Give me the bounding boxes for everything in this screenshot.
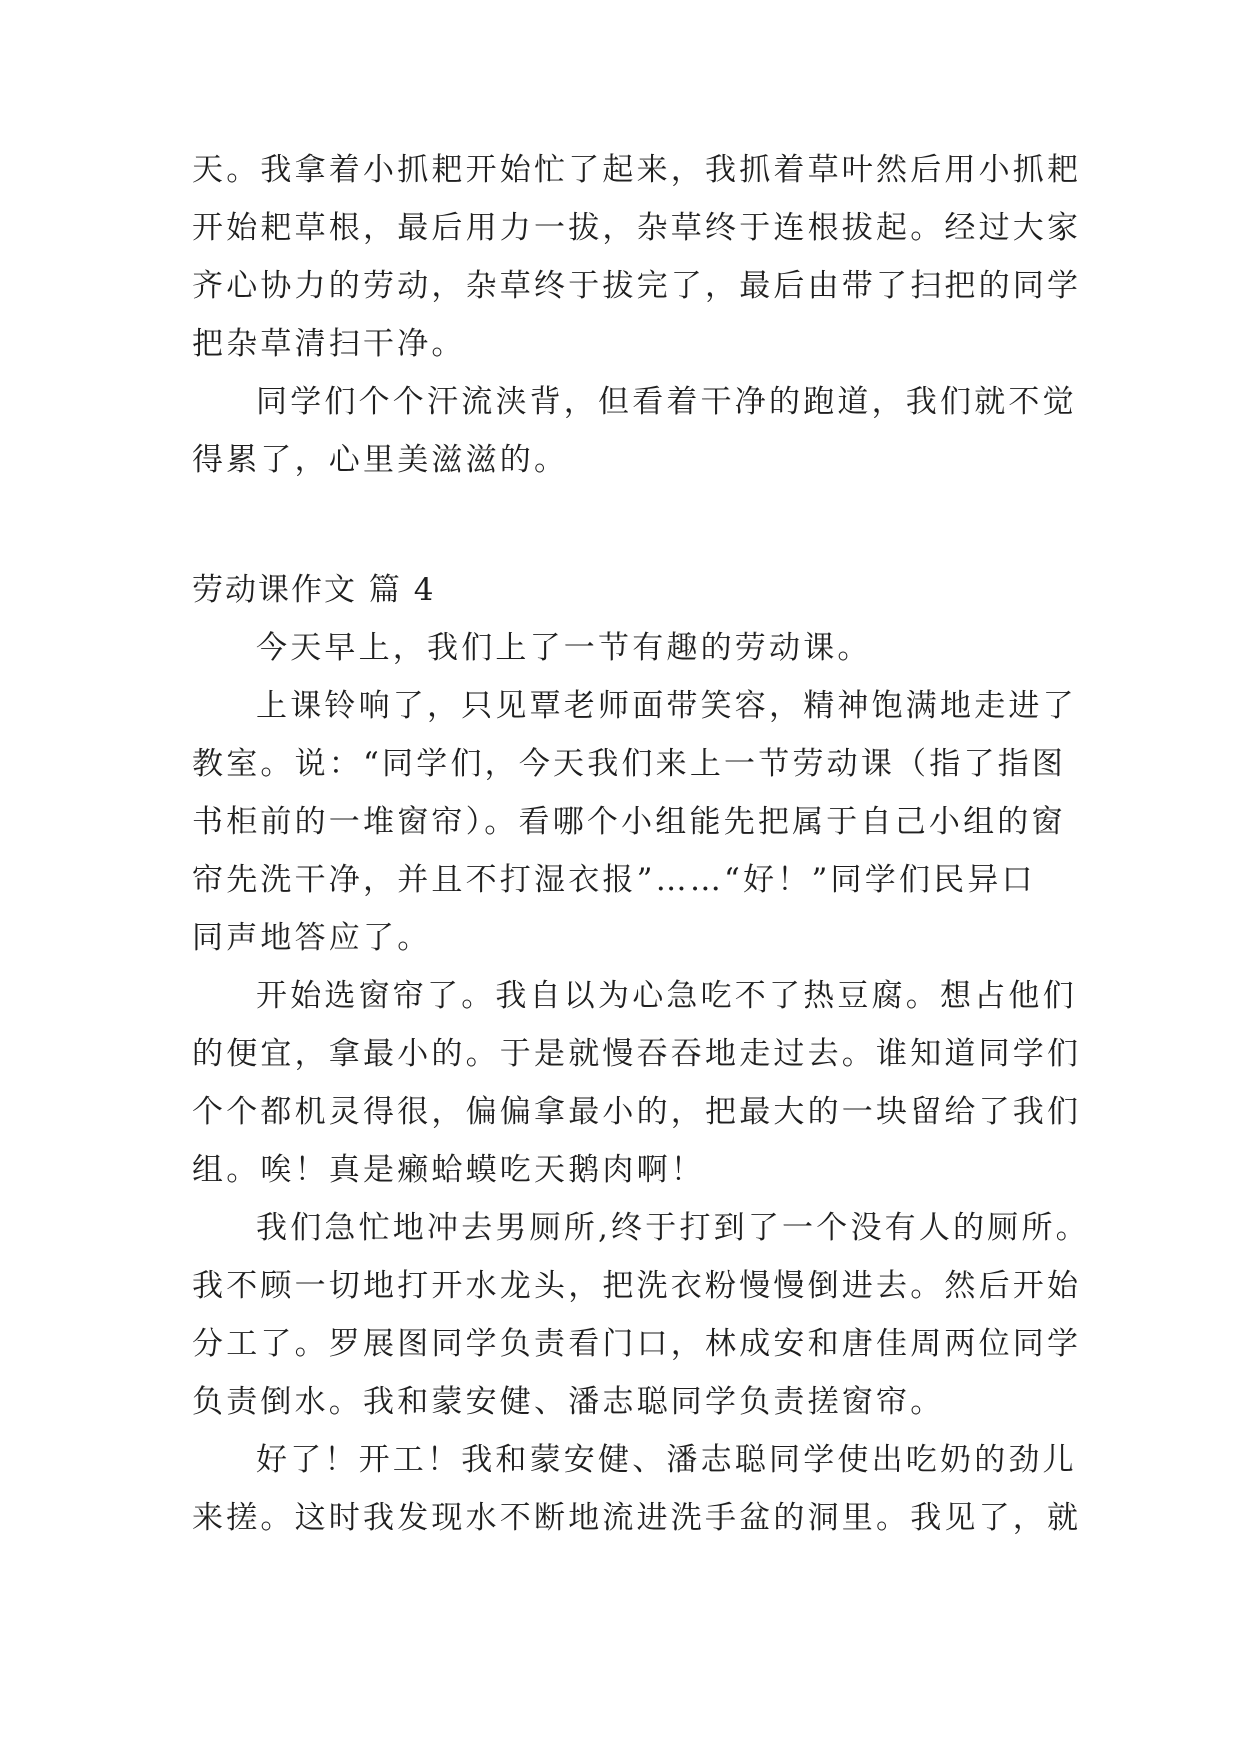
paragraph-line: 分工了。罗展图同学负责看门口，林成安和唐佳周两位同学	[192, 1326, 1082, 1362]
paragraph-line: 把杂草清扫干净。	[192, 326, 466, 362]
paragraph-line: 我们急忙地冲去男厕所,终于打到了一个没有人的厕所。	[256, 1210, 1090, 1246]
paragraph-line: 今天早上，我们上了一节有趣的劳动课。	[256, 630, 872, 666]
paragraph-line: 上课铃响了，只见覃老师面带笑容，精神饱满地走进了	[256, 688, 1077, 724]
paragraph-line: 开始选窗帘了。我自以为心急吃不了热豆腐。想占他们	[256, 978, 1077, 1014]
section-heading: 劳动课作文 篇 4	[192, 572, 436, 608]
paragraph-line: 同学们个个汗流浃背，但看着干净的跑道，我们就不觉	[256, 384, 1077, 420]
paragraph-line: 齐心协力的劳动，杂草终于拔完了，最后由带了扫把的同学	[192, 268, 1082, 304]
paragraph-line: 书柜前的一堆窗帘）。看哪个小组能先把属于自己小组的窗	[192, 804, 1066, 840]
paragraph-line: 得累了，心里美滋滋的。	[192, 442, 569, 478]
paragraph-line: 好了！开工！我和蒙安健、潘志聪同学使出吃奶的劲儿	[256, 1442, 1077, 1478]
paragraph-line: 的便宜，拿最小的。于是就慢吞吞地走过去。谁知道同学们	[192, 1036, 1082, 1072]
paragraph-line: 组。唉！真是癞蛤蟆吃天鹅肉啊！	[192, 1152, 705, 1188]
paragraph-line: 天。我拿着小抓耙开始忙了起来，我抓着草叶然后用小抓耙	[192, 152, 1082, 188]
paragraph-line: 来搓。这时我发现水不断地流进洗手盆的洞里。我见了，就	[192, 1500, 1082, 1536]
paragraph-line: 开始耙草根，最后用力一拔，杂草终于连根拔起。经过大家	[192, 210, 1082, 246]
paragraph-line: 负责倒水。我和蒙安健、潘志聪同学负责搓窗帘。	[192, 1384, 945, 1420]
paragraph-line: 教室。说：“同学们，今天我们来上一节劳动课（指了指图	[192, 746, 1067, 782]
paragraph-line: 同声地答应了。	[192, 920, 432, 956]
paragraph-line: 帘先洗干净，并且不打湿衣报”……“好！”同学们民异口	[192, 862, 1036, 898]
paragraph-line: 我不顾一切地打开水龙头，把洗衣粉慢慢倒进去。然后开始	[192, 1268, 1082, 1304]
paragraph-line: 个个都机灵得很，偏偏拿最小的，把最大的一块留给了我们	[192, 1094, 1082, 1130]
